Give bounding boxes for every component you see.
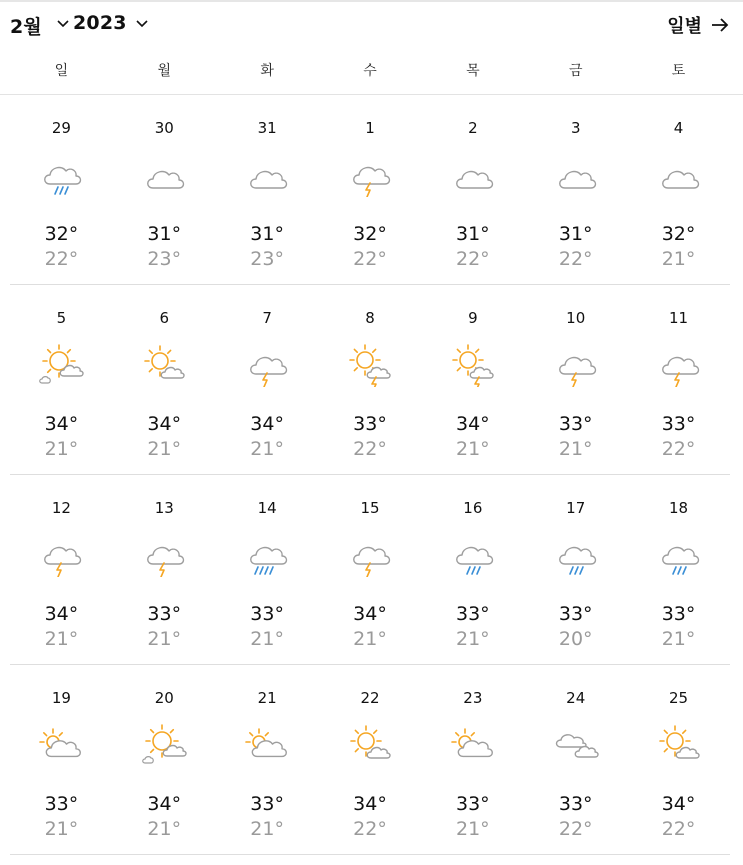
calendar-day[interactable] bbox=[113, 95, 216, 285]
week-divider bbox=[10, 854, 730, 855]
low-temp: 21° bbox=[250, 438, 284, 460]
low-temp: 22° bbox=[456, 248, 490, 270]
low-temp: 21° bbox=[147, 628, 182, 650]
day-date: 10 bbox=[566, 309, 586, 327]
calendar-day[interactable] bbox=[421, 95, 524, 285]
low-temp: 21° bbox=[44, 628, 79, 650]
day-date: 6 bbox=[159, 309, 170, 327]
calendar-day[interactable] bbox=[524, 665, 627, 855]
high-temp: 33° bbox=[147, 603, 182, 625]
cloud-thunder-icon bbox=[345, 533, 395, 577]
calendar-day[interactable] bbox=[421, 475, 524, 665]
day-date: 21 bbox=[257, 689, 277, 707]
low-temp: 22° bbox=[353, 818, 387, 840]
calendar-day[interactable] bbox=[421, 285, 524, 475]
day-date: 14 bbox=[257, 499, 277, 517]
low-temp: 21° bbox=[456, 438, 490, 460]
high-temp: 33° bbox=[456, 603, 490, 625]
day-date: 25 bbox=[669, 689, 689, 707]
high-temp: 31° bbox=[558, 223, 593, 245]
cloud-thunder-icon bbox=[345, 153, 395, 197]
low-temp: 21° bbox=[250, 628, 284, 650]
chevron-down-icon bbox=[135, 18, 149, 28]
high-temp: 31° bbox=[250, 223, 284, 245]
month-label: 2월 bbox=[10, 16, 42, 38]
cloud-icon bbox=[551, 153, 601, 197]
sun-cloud-icon bbox=[139, 343, 189, 387]
arrow-right-icon bbox=[710, 17, 730, 33]
low-temp: 21° bbox=[44, 438, 79, 460]
calendar-day[interactable] bbox=[216, 475, 319, 665]
chevron-down-icon bbox=[56, 18, 70, 28]
day-date: 4 bbox=[673, 119, 684, 137]
low-temp: 21° bbox=[44, 818, 79, 840]
high-temp: 34° bbox=[353, 793, 387, 815]
calendar-week bbox=[10, 95, 730, 285]
day-date: 7 bbox=[262, 309, 272, 327]
top-divider bbox=[0, 0, 743, 2]
calendar-week bbox=[10, 665, 730, 855]
calendar-day[interactable] bbox=[627, 285, 730, 475]
low-temp: 22° bbox=[44, 248, 79, 270]
day-date: 19 bbox=[51, 689, 71, 707]
low-temp: 21° bbox=[661, 248, 696, 270]
low-temp: 21° bbox=[661, 628, 696, 650]
calendar-day[interactable] bbox=[10, 285, 113, 475]
cloud-icon bbox=[654, 153, 704, 197]
day-date: 8 bbox=[365, 309, 375, 327]
calendar-day[interactable] bbox=[10, 665, 113, 855]
cloud-rain-icon bbox=[448, 533, 498, 577]
sun-behind-cloud-icon bbox=[448, 723, 498, 767]
low-temp: 23° bbox=[250, 248, 284, 270]
day-date: 15 bbox=[360, 499, 380, 517]
day-date: 30 bbox=[154, 119, 174, 137]
cloud-icon bbox=[448, 153, 498, 197]
calendar-day[interactable] bbox=[524, 475, 627, 665]
calendar-day[interactable] bbox=[319, 665, 422, 855]
low-temp: 21° bbox=[456, 818, 490, 840]
weekday-fri: 금 bbox=[568, 63, 583, 79]
low-temp: 22° bbox=[661, 438, 696, 460]
low-temp: 21° bbox=[353, 628, 387, 650]
calendar-day[interactable] bbox=[319, 95, 422, 285]
calendar-week bbox=[10, 285, 730, 475]
day-date: 9 bbox=[468, 309, 478, 327]
sun-behind-cloud-icon bbox=[36, 723, 86, 767]
high-temp: 32° bbox=[353, 223, 387, 245]
high-temp: 33° bbox=[558, 603, 593, 625]
high-temp: 34° bbox=[147, 793, 182, 815]
calendar-day[interactable] bbox=[10, 95, 113, 285]
weekday-mon: 월 bbox=[157, 63, 172, 79]
low-temp: 22° bbox=[353, 438, 387, 460]
low-temp: 21° bbox=[250, 818, 284, 840]
high-temp: 34° bbox=[250, 413, 284, 435]
day-date: 13 bbox=[154, 499, 174, 517]
high-temp: 32° bbox=[661, 223, 696, 245]
day-date: 31 bbox=[257, 119, 277, 137]
calendar-day[interactable] bbox=[524, 285, 627, 475]
high-temp: 33° bbox=[661, 603, 696, 625]
sun-partly-cloudy-icon bbox=[36, 343, 86, 387]
calendar-header bbox=[10, 12, 730, 42]
day-date: 18 bbox=[669, 499, 689, 517]
year-label: 2023 bbox=[73, 12, 127, 34]
high-temp: 32° bbox=[44, 223, 79, 245]
two-clouds-icon bbox=[551, 723, 601, 767]
cloud-thunder-icon bbox=[139, 533, 189, 577]
calendar-day[interactable] bbox=[216, 285, 319, 475]
low-temp: 21° bbox=[558, 438, 593, 460]
day-date: 22 bbox=[360, 689, 380, 707]
high-temp: 34° bbox=[44, 603, 79, 625]
high-temp: 33° bbox=[353, 413, 387, 435]
high-temp: 34° bbox=[44, 413, 79, 435]
calendar-day[interactable] bbox=[421, 665, 524, 855]
month-selector[interactable] bbox=[10, 12, 42, 39]
calendar-day[interactable] bbox=[216, 665, 319, 855]
low-temp: 22° bbox=[558, 248, 593, 270]
low-temp: 21° bbox=[147, 438, 182, 460]
calendar-day[interactable] bbox=[627, 665, 730, 855]
calendar-day[interactable] bbox=[10, 475, 113, 665]
calendar-day[interactable] bbox=[113, 285, 216, 475]
daily-view-label: 일별 bbox=[667, 16, 702, 37]
low-temp: 21° bbox=[147, 818, 182, 840]
high-temp: 33° bbox=[558, 413, 593, 435]
low-temp: 21° bbox=[456, 628, 490, 650]
high-temp: 33° bbox=[250, 603, 284, 625]
calendar-day[interactable] bbox=[627, 95, 730, 285]
high-temp: 33° bbox=[250, 793, 284, 815]
high-temp: 31° bbox=[456, 223, 490, 245]
calendar-day[interactable] bbox=[319, 475, 422, 665]
sun-cloud-icon bbox=[654, 723, 704, 767]
high-temp: 34° bbox=[147, 413, 182, 435]
calendar-day[interactable] bbox=[319, 285, 422, 475]
calendar-day[interactable] bbox=[216, 95, 319, 285]
calendar-day[interactable] bbox=[524, 95, 627, 285]
weekday-wed: 수 bbox=[363, 63, 377, 79]
sun-partly-cloudy-icon bbox=[139, 723, 189, 767]
cloud-rain-icon bbox=[36, 153, 86, 197]
cloud-icon bbox=[242, 153, 292, 197]
day-date: 3 bbox=[570, 119, 581, 137]
cloud-rain-icon bbox=[551, 533, 601, 577]
low-temp: 22° bbox=[661, 818, 696, 840]
day-date: 16 bbox=[463, 499, 483, 517]
high-temp: 33° bbox=[44, 793, 79, 815]
high-temp: 34° bbox=[456, 413, 490, 435]
day-date: 23 bbox=[463, 689, 483, 707]
weekday-tue: 화 bbox=[260, 63, 274, 79]
day-date: 29 bbox=[51, 119, 71, 137]
weekday-thu: 목 bbox=[466, 63, 480, 79]
high-temp: 34° bbox=[661, 793, 696, 815]
weekday-sun: 일 bbox=[54, 63, 69, 79]
high-temp: 33° bbox=[661, 413, 696, 435]
day-date: 17 bbox=[566, 499, 586, 517]
day-date: 1 bbox=[365, 119, 375, 137]
sun-cloud-thunder-icon bbox=[345, 343, 395, 387]
cloud-icon bbox=[139, 153, 189, 197]
year-selector[interactable] bbox=[56, 12, 149, 34]
calendar-week bbox=[10, 475, 730, 665]
daily-view-button[interactable] bbox=[667, 12, 730, 38]
weekday-sat: 토 bbox=[671, 63, 686, 79]
sun-cloud-icon bbox=[345, 723, 395, 767]
weekday-header-row bbox=[10, 58, 730, 88]
cloud-thunder-icon bbox=[36, 533, 86, 577]
day-date: 12 bbox=[51, 499, 71, 517]
day-date: 5 bbox=[56, 309, 67, 327]
day-date: 24 bbox=[566, 689, 586, 707]
calendar-day[interactable] bbox=[627, 475, 730, 665]
day-date: 20 bbox=[154, 689, 174, 707]
day-date: 2 bbox=[468, 119, 478, 137]
low-temp: 22° bbox=[558, 818, 593, 840]
high-temp: 33° bbox=[558, 793, 593, 815]
low-temp: 23° bbox=[147, 248, 182, 270]
low-temp: 22° bbox=[353, 248, 387, 270]
cloud-thunder-icon bbox=[551, 343, 601, 387]
high-temp: 33° bbox=[456, 793, 490, 815]
calendar-day[interactable] bbox=[113, 665, 216, 855]
low-temp: 20° bbox=[558, 628, 593, 650]
cloud-thunder-icon bbox=[242, 343, 292, 387]
cloud-thunder-icon bbox=[654, 343, 704, 387]
cloud-rain-icon bbox=[654, 533, 704, 577]
high-temp: 31° bbox=[147, 223, 182, 245]
cloud-heavy-rain-icon bbox=[242, 533, 292, 577]
day-date: 11 bbox=[669, 309, 689, 327]
sun-cloud-thunder-icon bbox=[448, 343, 498, 387]
calendar-day[interactable] bbox=[113, 475, 216, 665]
sun-behind-cloud-icon bbox=[242, 723, 292, 767]
high-temp: 34° bbox=[353, 603, 387, 625]
